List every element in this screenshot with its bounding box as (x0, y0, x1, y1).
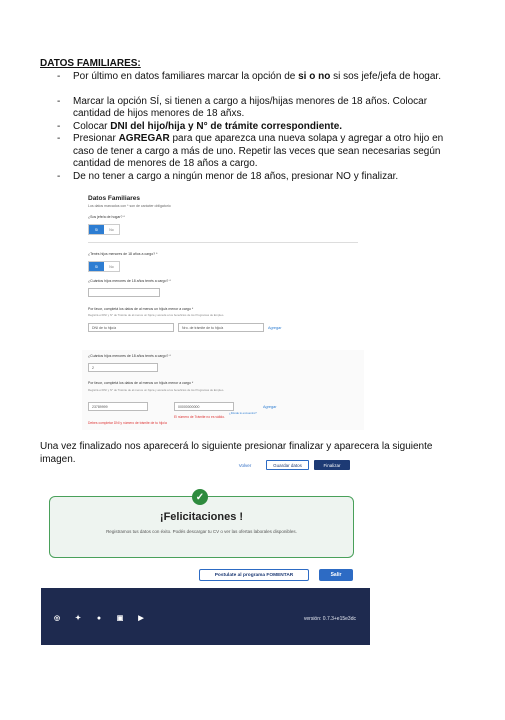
dni-input[interactable]: 23789999 (88, 402, 148, 411)
no-option[interactable]: No (109, 227, 114, 232)
footer (41, 588, 370, 645)
yes-option[interactable]: Sí (89, 262, 104, 271)
children-count-input[interactable] (88, 288, 160, 297)
agregar-link[interactable]: Agregar (263, 405, 277, 409)
tramite-error: El número de Trámite no es válido. (174, 415, 225, 419)
question-hijos: ¿Tenés hijos menores de 18 años a cargo? * (88, 252, 158, 256)
children-data-subtext: Registrá el DNI y N° de Trámite de al menos un hijo/a y accedé a los beneficios de los Programas de Empleo. (88, 388, 225, 392)
section-heading: DATOS FAMILIARES: (40, 58, 141, 69)
children-data-instruction: Por favor, completá los datos de al menos un hijo/a menor a cargo * (88, 307, 194, 311)
children-count-input[interactable]: 2 (88, 363, 158, 372)
form-subtitle: Los datos marcados con * son de carácter obligatorio (88, 204, 171, 208)
youtube-icon[interactable]: ▶ (138, 615, 144, 622)
hijos-toggle[interactable] (88, 261, 120, 272)
tramite-input[interactable]: 00000000000 (174, 402, 234, 411)
postulate-button[interactable]: Postulate al programa FOMENTAR (199, 569, 309, 581)
success-message: Registramos tus datos con éxito. Podés descargar tu CV o ver las ofertas laborales disponibles. (106, 529, 297, 534)
guardar-button[interactable]: Guardar datos (266, 460, 309, 470)
instruction-list (40, 71, 460, 183)
dni-input[interactable]: DNI de tu hijo/a (88, 323, 174, 332)
list-item: - Presionar AGREGAR para que aparezca una nueva solapa y agregar a otro hijo en caso de tener a cargo a más de uno. Repetir las veces que sean necesarias según cantidad de menores de 18 años a cargo. (57, 133, 444, 169)
check-icon: ✓ (192, 489, 208, 505)
question-jefe: ¿Sos jefe/a de hogar? * (88, 215, 125, 219)
children-data-subtext: Registrá el DNI y N° de Trámite de al menos un hijo/a y accedé a los beneficios de los Programas de Empleo. (88, 313, 225, 317)
yes-option[interactable]: Sí (89, 225, 104, 234)
dni-error: Debes completar DNI y número de trámite de tu hijo/a (88, 421, 167, 425)
linkedin-icon[interactable]: ▣ (116, 615, 124, 622)
list-item: - Por último en datos familiares marcar la opción de si o no si sos jefe/jefa de hogar. (57, 71, 441, 82)
donde-encuentro-link[interactable]: ¿Dónde lo encuentro? (229, 411, 257, 415)
success-title: ¡Felicitaciones ! (159, 511, 244, 523)
instagram-icon[interactable]: ◎ (53, 615, 61, 622)
salir-button[interactable]: Salir (319, 569, 353, 581)
caption-text: Una vez finalizado nos aparecerá lo siguiente presionar finalizar y aparecera la siguiente imagen. (40, 441, 433, 465)
no-option[interactable]: No (109, 264, 114, 269)
facebook-icon[interactable]: ● (96, 614, 102, 622)
tramite-input[interactable]: Nro. de trámite de tu hijo/a (178, 323, 264, 332)
children-data-instruction: Por favor, completá los datos de al menos un hijo/a menor a cargo * (88, 381, 194, 385)
jefe-toggle[interactable] (88, 224, 120, 235)
volver-button[interactable]: Volver (238, 462, 252, 468)
form-screenshot-2 (82, 350, 364, 430)
version-label: versión: 0.7.3+e15e3dc (303, 616, 356, 622)
question-cuantos: ¿Cuántos hijos menores de 18 años tenés a cargo? * (88, 279, 171, 283)
success-card (49, 496, 354, 558)
form-screenshot-1 (82, 190, 364, 342)
divider (88, 242, 358, 243)
question-cuantos: ¿Cuántos hijos menores de 18 años tenés a cargo? * (88, 354, 171, 358)
form-title: Datos Familiares (88, 195, 141, 202)
list-item: - Colocar DNI del hijo/hija y N° de trámite correspondiente. (57, 120, 343, 132)
twitter-icon[interactable]: ✦ (75, 615, 81, 622)
social-links (53, 614, 145, 622)
list-item: - Marcar la opción SÍ, si tienen a cargo a hijos/hijas menores de 18 años. Colocar cantidad de hijos menores de 18 añxs. (57, 95, 428, 119)
list-item: - De no tener a cargo a ningún menor de 18 años, presionar NO y finalizar. (57, 170, 399, 182)
nav-buttons (228, 459, 370, 471)
finalizar-button[interactable]: Finalizar (314, 460, 350, 470)
agregar-link[interactable]: Agregar (268, 326, 282, 330)
